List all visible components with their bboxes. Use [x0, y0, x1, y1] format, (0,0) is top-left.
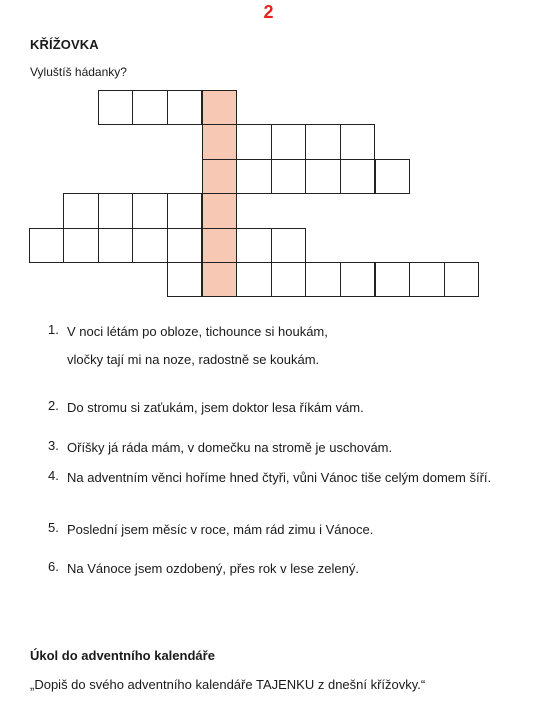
clue-line: vločky tají mi na noze, radostně se koukám. [67, 352, 320, 367]
crossword-cell [63, 228, 99, 263]
crossword-cell [340, 124, 376, 159]
clue-line: Oříšky já ráda mám, v domečku na stromě je uschovám. [67, 440, 393, 455]
page-title: KŘÍŽOVKA [30, 37, 99, 52]
clue-line: Na adventním věnci hoříme hned čtyři, vůni Vánoc tiše celým domem šíří. [67, 470, 492, 485]
crossword-solution-cell [202, 90, 238, 125]
crossword-cell [271, 262, 307, 297]
crossword-cell [132, 228, 168, 263]
clue-text [67, 468, 507, 488]
clue-text [67, 520, 507, 540]
crossword-cell [29, 228, 65, 263]
crossword-solution-cell [202, 159, 238, 194]
task-title: Úkol do adventního kalendáře [30, 648, 215, 663]
crossword-cell [167, 193, 203, 228]
clue-line: Na Vánoce jsem ozdobený, přes rok v lese zelený. [67, 561, 359, 576]
crossword-cell [98, 193, 134, 228]
crossword-cell [236, 124, 272, 159]
crossword-cell [167, 262, 203, 297]
clue-text [67, 438, 507, 458]
crossword-solution-cell [202, 228, 238, 263]
subtitle: Vyluštíš hádanky? [30, 65, 127, 79]
crossword-cell [132, 90, 168, 125]
crossword-cell [236, 262, 272, 297]
crossword-cell [305, 124, 341, 159]
crossword-cell [132, 193, 168, 228]
page-number: 2 [263, 2, 274, 22]
crossword-cell [167, 90, 203, 125]
crossword-cell [236, 228, 272, 263]
crossword-cell [375, 262, 411, 297]
crossword-cell [305, 159, 341, 194]
clue-number: 6. [48, 559, 59, 574]
crossword-cell [63, 193, 99, 228]
crossword-cell [271, 228, 307, 263]
crossword-cell [271, 124, 307, 159]
clue-number: 2. [48, 398, 59, 413]
task-text: „Dopiš do svého adventního kalendáře TAJENKU z dnešní křížovky.“ [30, 677, 426, 692]
clue-text [67, 398, 507, 418]
clue-line: Do stromu si zaťukám, jsem doktor lesa říkám vám. [67, 400, 364, 415]
crossword-solution-cell [202, 124, 238, 159]
clue-text [67, 322, 507, 370]
clue-line: Poslední jsem měsíc v roce, mám rád zimu i Vánoce. [67, 522, 374, 537]
crossword-cell [271, 159, 307, 194]
crossword-cell [305, 262, 341, 297]
crossword-cell [167, 228, 203, 263]
crossword-cell [98, 228, 134, 263]
crossword-solution-cell [202, 262, 238, 297]
crossword-cell [444, 262, 480, 297]
clue-text [67, 559, 507, 579]
clue-number: 5. [48, 520, 59, 535]
clue-number: 1. [48, 322, 59, 337]
crossword-cell [340, 159, 376, 194]
crossword-cell [409, 262, 445, 297]
crossword-cell [375, 159, 411, 194]
crossword-cell [236, 159, 272, 194]
crossword-solution-cell [202, 193, 238, 228]
clue-number: 3. [48, 438, 59, 453]
clue-line: V noci létám po obloze, tichounce si houkám, [67, 324, 328, 339]
crossword-cell [98, 90, 134, 125]
crossword-cell [340, 262, 376, 297]
clue-number: 4. [48, 468, 59, 483]
